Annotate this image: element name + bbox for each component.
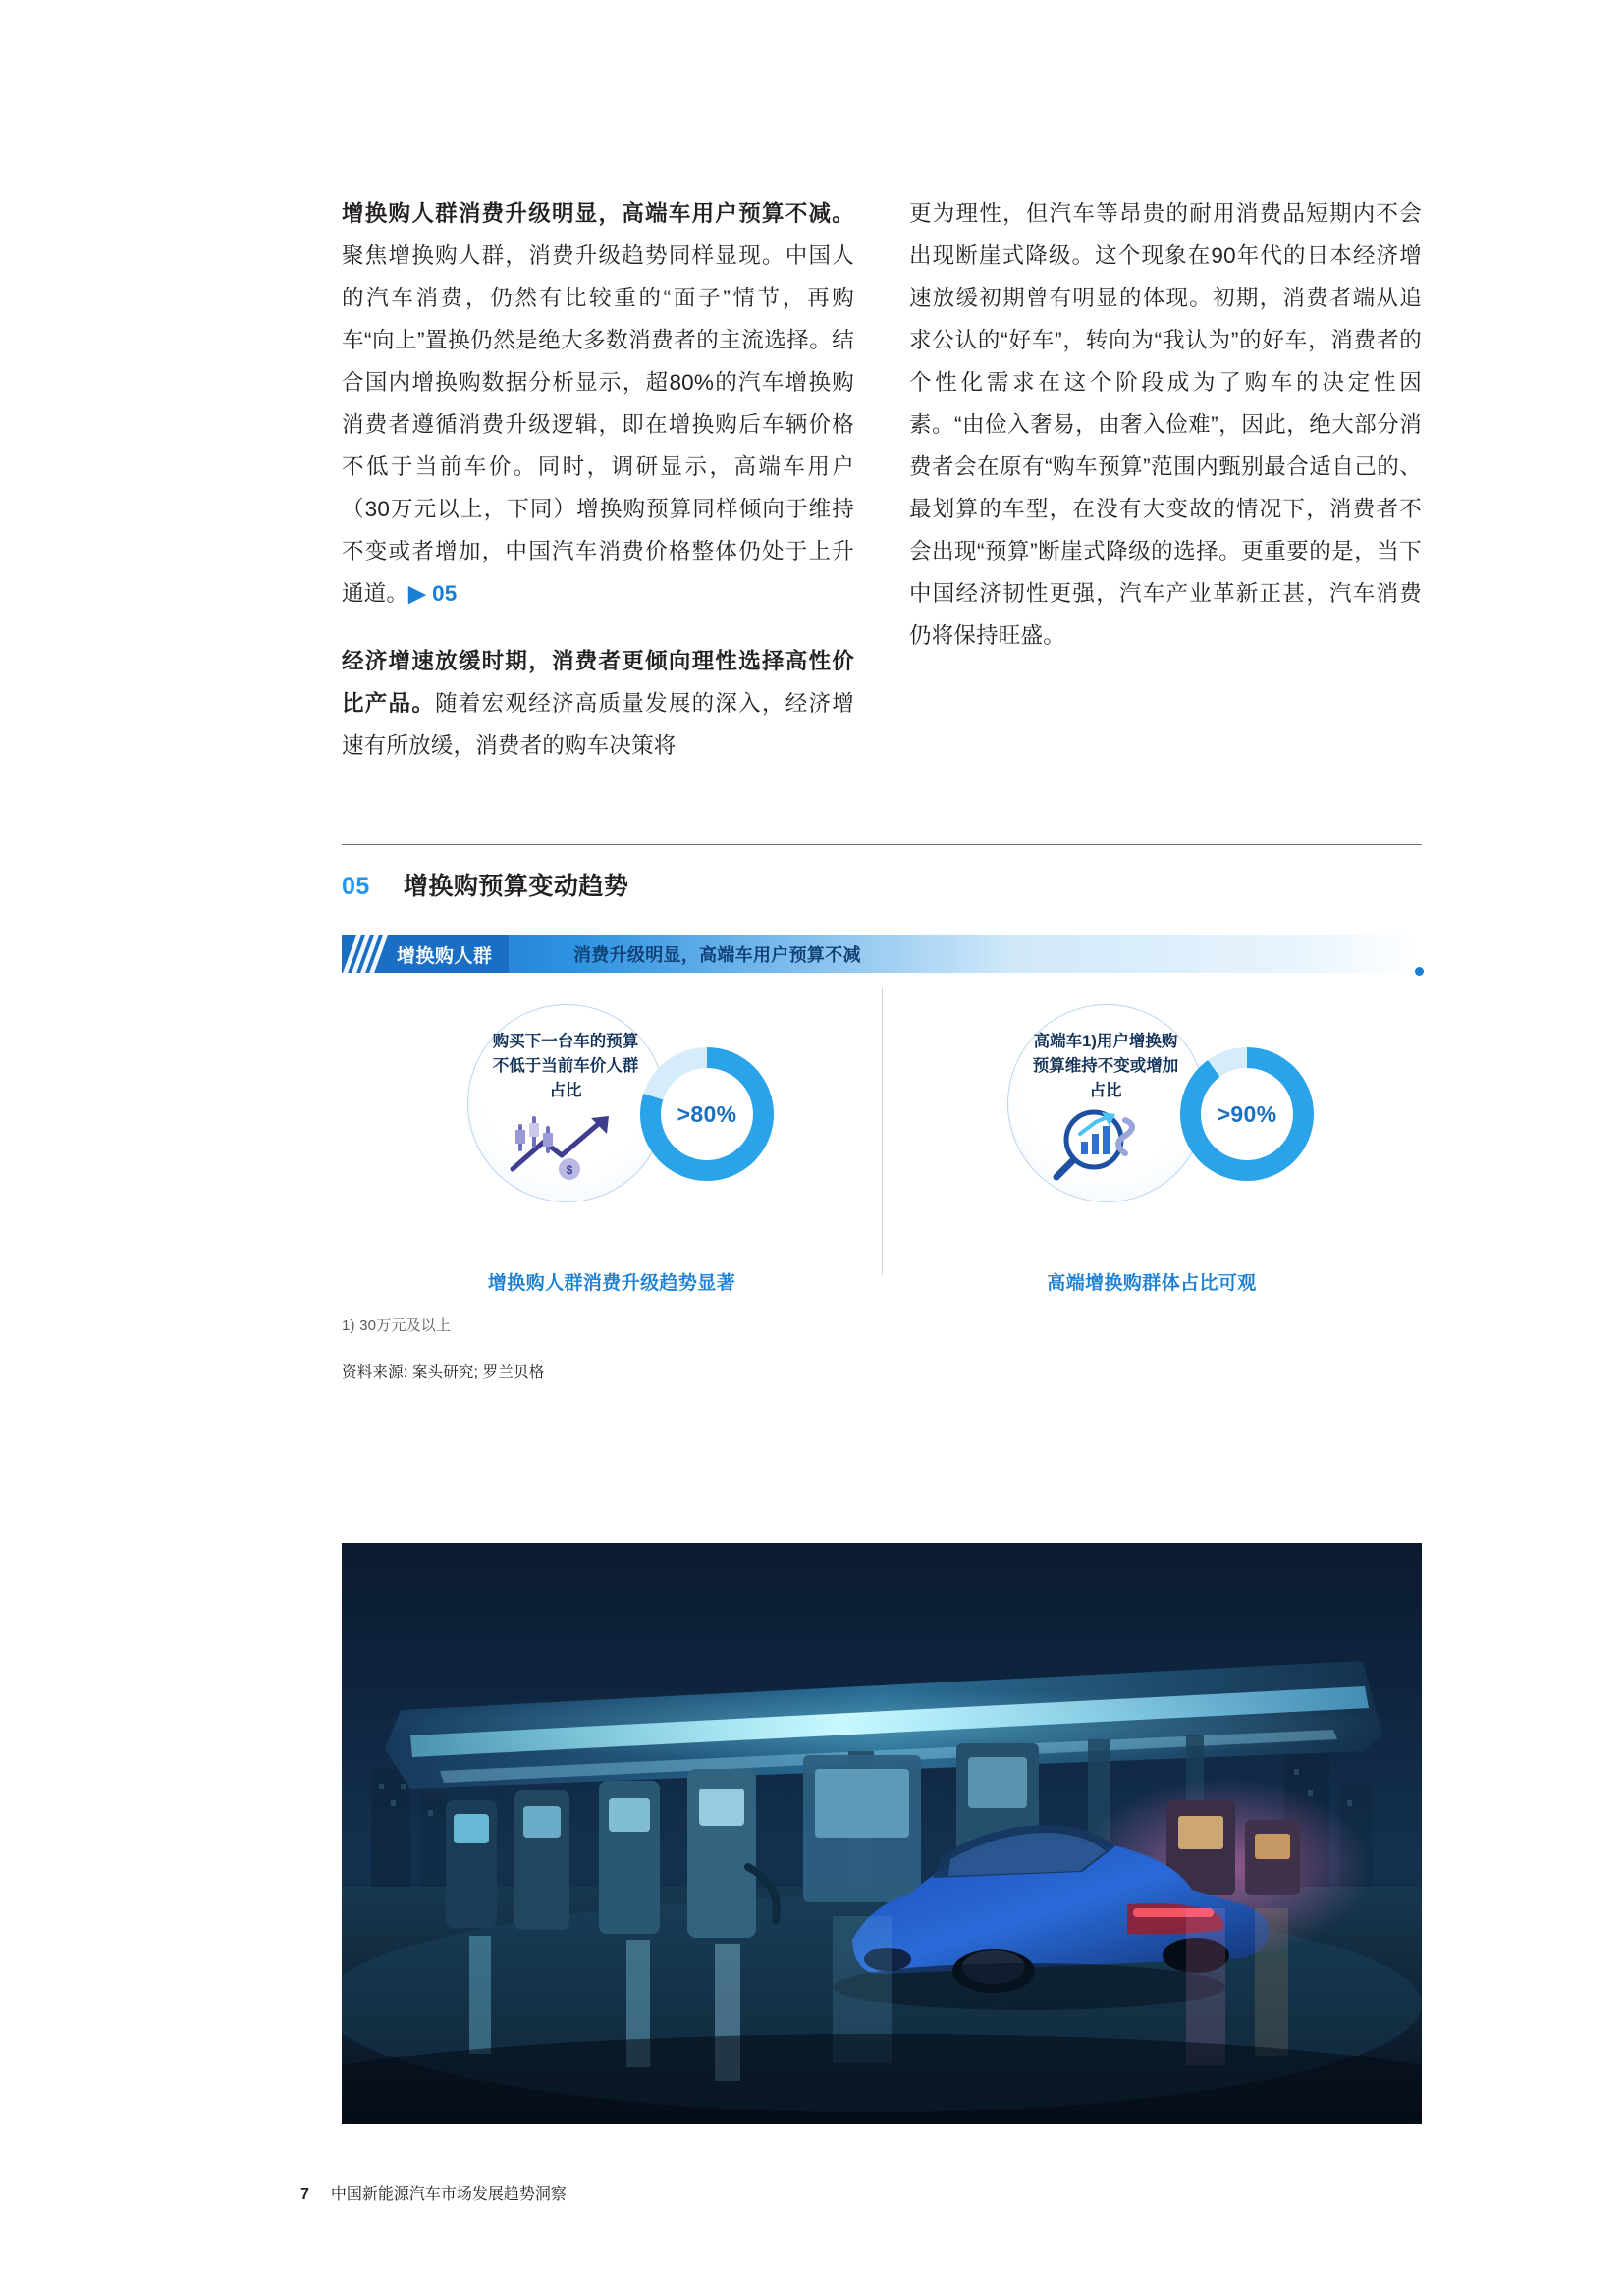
paragraph-text: 聚焦增换购人群，消费升级趋势同样显现。中国人的汽车消费，仍然有比较重的“面子”情节，再购车“向上”置换仍然是绝大多数消费者的主流选择。结合国内增换购数据分析显示，超80%的汽车增换购消费者遵循消费升级逻辑，即在增换购后车辆价格不低于当前车价。同时，调研显示，高端车用户（30万元以上，下同）增换购预算同样倾向于维持不变或者增加，中国汽车消费价格整体仍处于上升通道。 — [342, 243, 854, 606]
exhibit-block — [342, 844, 1422, 1382]
exhibit-title: 增换购预算变动趋势 — [403, 873, 629, 900]
donut-chart-90 — [1180, 1047, 1314, 1181]
paragraph — [342, 192, 854, 614]
bubble-label: 购买下一台车的预算不低于当前车价人群占比 — [492, 1033, 639, 1099]
panel-caption: 增换购人群消费升级趋势显著 — [487, 1273, 736, 1294]
svg-text:$: $ — [566, 1163, 573, 1177]
page-footer — [300, 2181, 567, 2204]
paragraph — [342, 640, 854, 767]
exhibit-number: 05 — [342, 873, 370, 900]
exhibit-footnote: 1) 30万元及以上 — [342, 1317, 452, 1334]
exhibit-panels — [342, 977, 1422, 1301]
paragraph-lead: 增换购人群消费升级明显，高端车用户预算不减。 — [342, 201, 854, 226]
panel-caption: 高端增换购群体占比可观 — [1047, 1273, 1257, 1294]
banner-end-dot-icon — [1415, 967, 1424, 976]
banner-slash-icon — [350, 935, 393, 973]
body-columns — [342, 192, 1422, 792]
exhibit-source: 资料来源: 案头研究; 罗兰贝格 — [342, 1364, 545, 1381]
right-column — [909, 192, 1422, 792]
panel-bubble — [450, 1004, 774, 1201]
page-number: 7 — [300, 2186, 309, 2203]
donut-value: >90% — [1201, 1068, 1293, 1160]
exhibit-header — [342, 845, 1422, 902]
panel-consumption-upgrade — [342, 977, 882, 1301]
exhibit-reference: ▶ 05 — [408, 581, 458, 606]
magnifier-bar-chart-icon — [1041, 1106, 1170, 1183]
bubble-label: 高端车1)用户增换购预算维持不变或增加占比 — [1032, 1033, 1179, 1099]
panel-bubble — [990, 1004, 1314, 1201]
paragraph-text: 随着宏观经济高质量发展的深入，经济增速有所放缓，消费者的购车决策将 — [342, 691, 854, 758]
banner-tag-label: 增换购人群 — [397, 945, 493, 967]
donut-chart-80 — [640, 1047, 774, 1181]
hero-photo — [342, 1543, 1422, 2124]
paragraph-lead: 经济增速放缓时期，消费者更倾向理性选择高性价比产品。 — [342, 649, 854, 716]
panel-premium-budget — [882, 977, 1422, 1301]
left-column — [342, 192, 854, 792]
chart-arrow-up-icon — [501, 1106, 630, 1183]
footer-title: 中国新能源汽车市场发展趋势洞察 — [330, 2186, 567, 2203]
banner-subtitle: 消费升级明显，高端车用户预算不减 — [573, 945, 861, 965]
paragraph-text: 更为理性，但汽车等昂贵的耐用消费品短期内不会出现断崖式降级。这个现象在90年代的日本经济增速放缓初期曾有明显的体现。初期，消费者端从追求公认的“好车”，转向为“我认为”的好车，消费者的个性化需求在这个阶段成为了购车的决定性因素。“由俭入奢易，由奢入俭难”，因此，绝大部分消费者会在原有“购车预算”范围内甄别最合适自己的、最划算的车型，在没有大变故的情况下，消费者不会出现“预算”断崖式降级的选择。更重要的是，当下中国经济韧性更强，汽车产业革新正甚，汽车消费仍将保持旺盛。 — [909, 201, 1422, 648]
paragraph — [909, 192, 1422, 657]
donut-value: >80% — [661, 1068, 753, 1160]
exhibit-banner — [342, 935, 1422, 973]
